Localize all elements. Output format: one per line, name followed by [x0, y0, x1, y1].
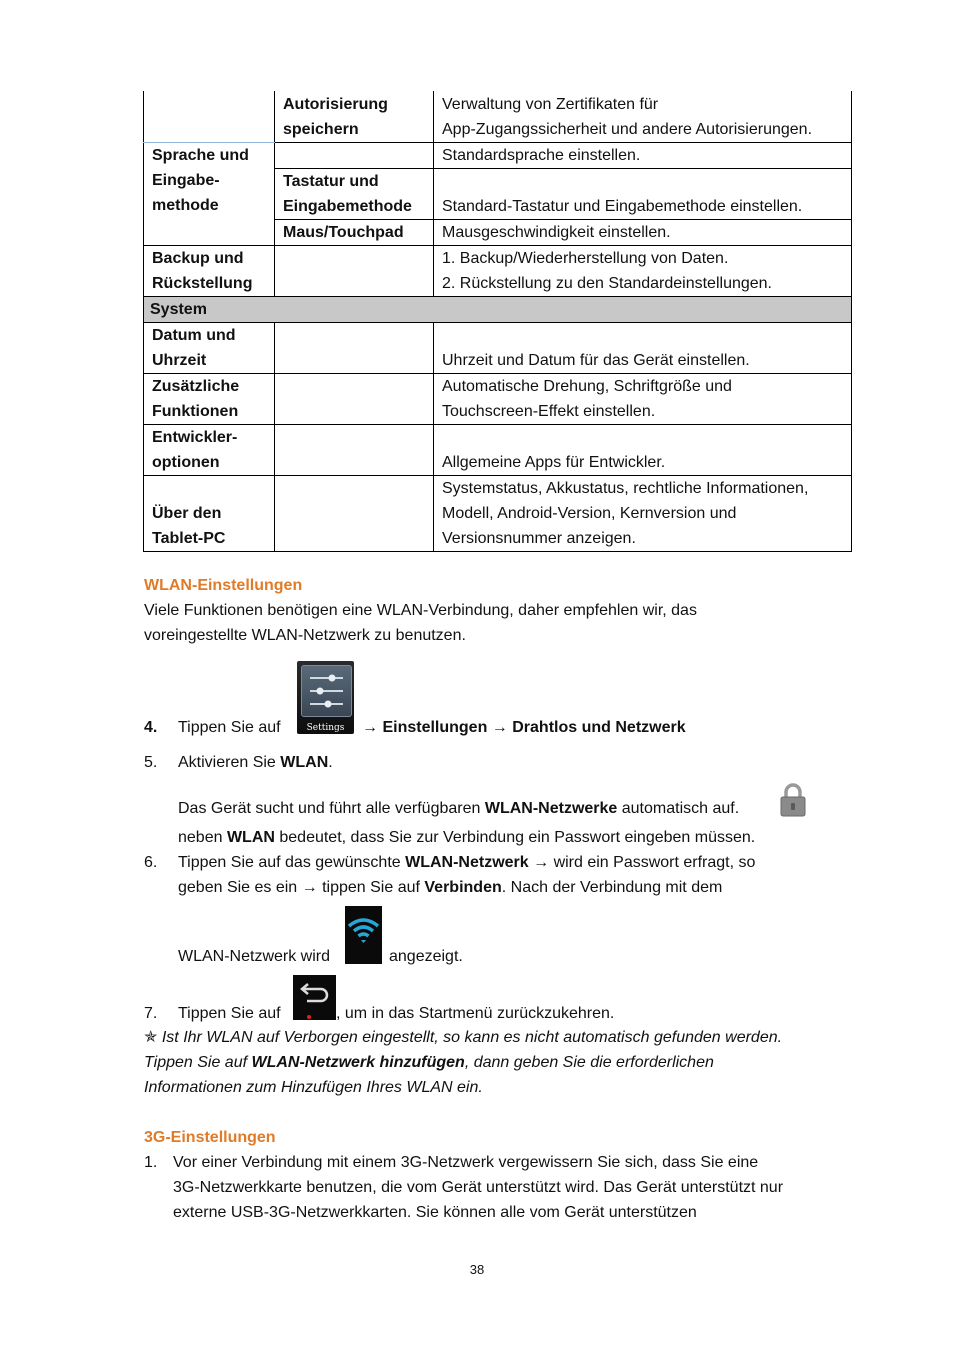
table-cell — [275, 475, 434, 551]
table-cell: Zusätzliche Funktionen — [144, 373, 275, 424]
table-cell: Uhrzeit und Datum für das Gerät einstellen. — [434, 322, 852, 373]
step-note: Das Gerät sucht und führt alle verfügbaren WLAN-Netzwerke automatisch auf. — [178, 800, 740, 817]
table-cell — [275, 245, 434, 296]
table-cell — [275, 322, 434, 373]
step-number: 6. — [144, 854, 158, 871]
step-text: Tippen Sie auf das gewünschte WLAN-Netzwerk → wird ein Passwort erfragt, so — [178, 854, 756, 871]
table-cell: Über den Tablet-PC — [144, 475, 275, 551]
step-note: neben WLAN bedeutet, dass Sie zur Verbindung ein Passwort eingeben müssen. — [178, 829, 756, 846]
table-cell — [275, 424, 434, 475]
step-text: angezeigt. — [389, 948, 463, 965]
hint-line-3: Informationen zum Hinzufügen Ihres WLAN ein. — [144, 1079, 483, 1096]
table-cell: 1. Backup/Wiederherstellung von Daten. 2. Rückstellung zu den Standardeinstellungen. — [434, 245, 852, 296]
table-cell: Autorisierung speichern — [275, 91, 434, 142]
step-text: Aktivieren Sie WLAN. — [178, 754, 333, 771]
wifi-icon — [345, 906, 382, 964]
wlan-intro-line-2: voreingestellte WLAN-Netzwerk zu benutzen. — [144, 627, 466, 644]
step-text: 3G-Netzwerkkarte benutzen, die vom Gerät unterstützt wird. Das Gerät unterstützt nur — [173, 1179, 784, 1196]
table-cell: Standardsprache einstellen. — [434, 142, 852, 168]
step-text: externe USB-3G-Netzwerkkarten. Sie können alle vom Gerät unterstützen — [173, 1204, 697, 1221]
table-cell: Entwickler- optionen — [144, 424, 275, 475]
g3-heading: 3G-Einstellungen — [144, 1129, 276, 1146]
table-cell — [144, 91, 275, 142]
step-text: Tippen Sie auf — [178, 1005, 281, 1022]
table-cell: Backup und Rückstellung — [144, 245, 275, 296]
table-cell: Verwaltung von Zertifikaten für App-Zugangssicherheit und andere Autorisierungen. — [434, 91, 852, 142]
table-cell — [275, 373, 434, 424]
step-text: Tippen Sie auf — [178, 719, 281, 736]
settings-icon-caption: Settings — [306, 723, 345, 733]
table-cell: Mausgeschwindigkeit einstellen. — [434, 219, 852, 245]
step-text: Vor einer Verbindung mit einem 3G-Netzwerk vergewissern Sie sich, dass Sie eine — [173, 1154, 759, 1171]
page-number: 38 — [469, 1262, 485, 1277]
hint-line-1: ✯ Ist Ihr WLAN auf Verborgen eingestellt, so kann es nicht automatisch gefunden werden. — [144, 1029, 783, 1046]
wlan-heading: WLAN-Einstellungen — [144, 577, 303, 594]
hint-line-2: Tippen Sie auf WLAN-Netzwerk hinzufügen, dann geben Sie die erforderlichen — [144, 1054, 714, 1071]
table-cell: Tastatur und Eingabemethode — [275, 168, 434, 219]
table-cell: Automatische Drehung, Schriftgröße und Touchscreen-Effekt einstellen. — [434, 373, 852, 424]
table-cell: Datum und Uhrzeit — [144, 322, 275, 373]
settings-table — [143, 91, 852, 552]
table-cell: Standard-Tastatur und Eingabemethode einstellen. — [434, 168, 852, 219]
table-cell: Systemstatus, Akkustatus, rechtliche Informationen, Modell, Android-Version, Kernversion und Versionsnummer anzeigen. — [434, 475, 852, 551]
step-number: 4. — [144, 719, 158, 736]
step-number: 7. — [144, 1005, 158, 1022]
step-text: , um in das Startmenü zurückzukehren. — [336, 1005, 615, 1022]
table-cell — [275, 142, 434, 168]
lock-icon — [779, 783, 807, 817]
step-text: → Einstellungen → Drahtlos und Netzwerk — [362, 719, 686, 736]
step-number: 5. — [144, 754, 158, 771]
step-text: geben Sie es ein → tippen Sie auf Verbinden. Nach der Verbindung mit dem — [178, 879, 723, 896]
settings-icon — [297, 661, 354, 734]
table-cell: Allgemeine Apps für Entwickler. — [434, 424, 852, 475]
step-number: 1. — [144, 1154, 158, 1171]
back-icon — [293, 975, 336, 1020]
table-cell: Maus/Touchpad — [275, 219, 434, 245]
section-header-system: System — [144, 296, 852, 322]
table-cell: Sprache und Eingabe- methode — [144, 142, 275, 245]
step-text: WLAN-Netzwerk wird — [178, 948, 331, 965]
wlan-intro-line-1: Viele Funktionen benötigen eine WLAN-Verbindung, daher empfehlen wir, das — [144, 602, 697, 619]
